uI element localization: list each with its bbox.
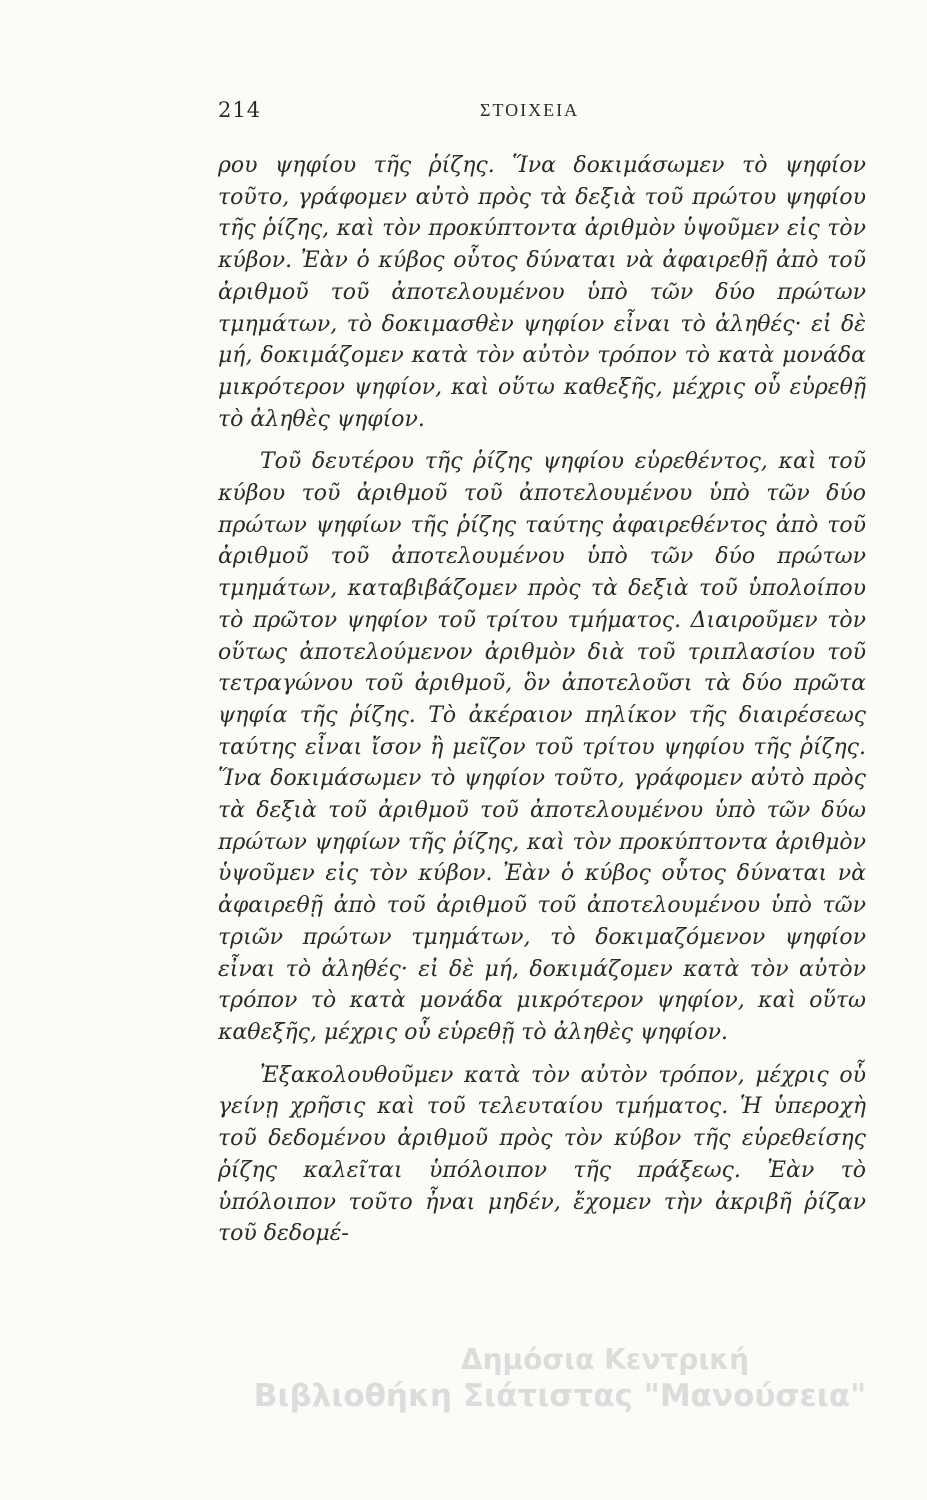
paragraph-continued: ρου ψηφίου τῆς ῥίζης. Ἵνα δοκιμάσωμεν τὸ ψηφίον τοῦτο, γράφομεν αὐτὸ πρὸς τὰ δεξιὰ τοῦ πρώτου ψηφίου τῆς ῥίζης, καὶ τὸν προκύπτοντα ἀριθμὸν ὑψοῦμεν εἰς τὸν κύβον. Ἐὰν ὁ κύβος οὗτος δύναται νὰ ἀφαιρεθῇ ἀπὸ τοῦ ἀριθμοῦ τοῦ ἀποτελουμένου ὑπὸ τῶν δύο πρώτων τμημάτων, τὸ δοκιμασθὲν ψηφίον εἶναι τὸ ἀληθές· εἰ δὲ μή, δοκιμάζομεν κατὰ τὸν αὐτὸν τρόπον τὸ κατὰ μονάδα μικρότερον ψηφίον, καὶ οὕτω καθεξῆς, μέχρις οὗ εὑρεθῇ τὸ ἀληθὲς ψηφίον. [218,153,866,432]
running-title: ΣΤΟΙΧΕΙΑ [480,100,580,120]
body-text [218,150,866,1250]
paragraph: Τοῦ δευτέρου τῆς ῥίζης ψηφίου εὑρεθέντος, καὶ τοῦ κύβου τοῦ ἀριθμοῦ τοῦ ἀποτελουμένου ὑπὸ τῶν δύο πρώτων ψηφίων τῆς ῥίζης ταύτης ἀφαιρεθέντος ἀπὸ τοῦ ἀριθμοῦ τοῦ ἀποτελουμένου ὑπὸ τῶν δύο πρώτων τμημάτων, καταβιβάζομεν πρὸς τὰ δεξιὰ τοῦ ὑπολοίπου τὸ πρῶτον ψηφίον τοῦ τρίτου τμήματος. Διαιροῦμεν τὸν οὕτως ἀποτελούμενον ἀριθμὸν διὰ τοῦ τριπλασίου τοῦ τετραγώνου τοῦ ἀριθμοῦ, ὃν ἀποτελοῦσι τὰ δύο πρῶτα ψηφία τῆς ῥίζης. Τὸ ἀκέραιον πηλίκον τῆς διαιρέσεως ταύτης εἶναι ἴσον ἢ μεῖζον τοῦ τρίτου ψηφίου τῆς ῥίζης. Ἵνα δοκιμάσωμεν τὸ ψηφίον τοῦτο, γράφομεν αὐτὸ πρὸς τὰ δεξιὰ τοῦ ἀριθμοῦ τοῦ ἀποτελουμένου ὑπὸ τῶν δύω πρώτων ψηφίων τῆς ῥίζης, καὶ τὸν προκύπτοντα ἀριθμὸν ὑψοῦμεν εἰς τὸν κύβον. Ἐὰν ὁ κύβος οὗτος δύναται νὰ ἀφαιρεθῇ ἀπὸ τοῦ ἀριθμοῦ τοῦ ἀποτελουμένου ὑπὸ τῶν τριῶν πρώτων τμημάτων, τὸ δοκιμαζόμενον ψηφίον εἶναι τὸ ἀληθές· εἰ δὲ μή, δοκιμάζομεν κατὰ τὸν αὐτὸν τρόπον τὸ κατὰ μονάδα μικρότερον ψηφίον, καὶ οὕτω καθεξῆς, μέχρις οὗ εὑρεθῇ τὸ ἀληθὲς ψηφίον. [218,449,866,1045]
watermark-line: Δημόσια Κεντρική [460,1343,750,1376]
paragraph: Ἐξακολουθοῦμεν κατὰ τὸν αὐτὸν τρόπον, μέχρις οὗ γείνῃ χρῆσις καὶ τοῦ τελευταίου τμήματος. Ἡ ὑπεροχὴ τοῦ δεδομένου ἀριθμοῦ πρὸς τὸν κύβον τῆς εὑρεθείσης ῥίζης καλεῖται ὑπόλοιπον τῆς πράξεως. Ἐὰν τὸ ὑπόλοιπον τοῦτο ἦναι μηδέν, ἔχομεν τὴν ἀκριβῆ ῥίζαν τοῦ δεδομέ- [218,1062,866,1247]
watermark-line: Βιβλιοθήκη Σιάτιστας "Μανούσεια" [253,1378,867,1414]
page-number: 214 [218,98,262,122]
running-head [218,98,868,128]
library-watermark [210,1342,910,1416]
